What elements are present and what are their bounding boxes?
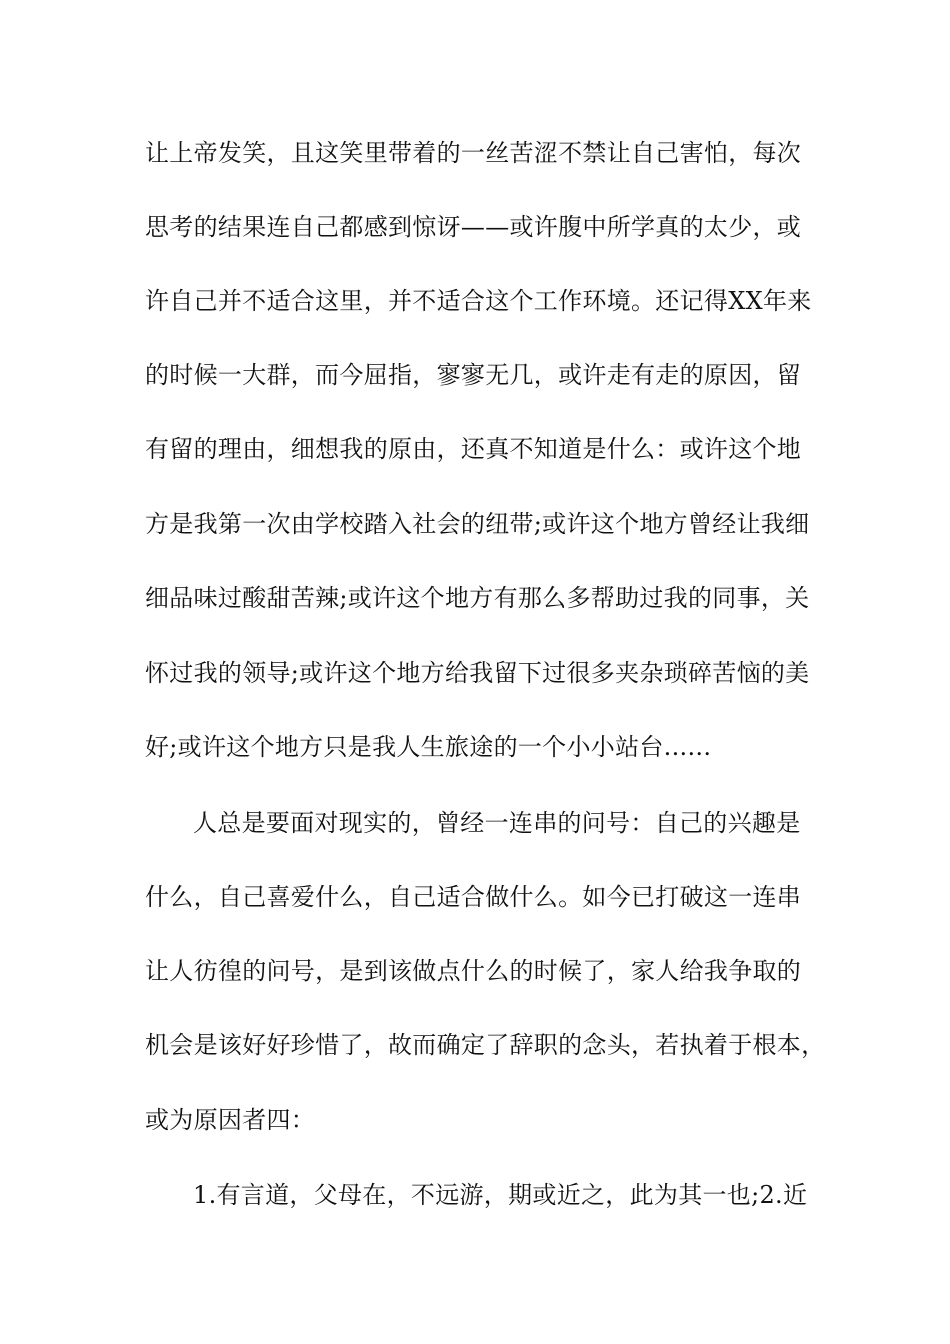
paragraph-line-5: 有留的理由，细想我的原由，还真不知道是什么：或许这个地 xyxy=(145,435,802,463)
paragraph-line-11: 什么，自己喜爱什么，自己适合做什么。如今已打破这一连串 xyxy=(145,883,802,911)
paragraph-line-15: 1.有言道，父母在，不远游，期或近之，此为其一也;2.近 xyxy=(193,1181,808,1209)
paragraph-line-9: 好;或许这个地方只是我人生旅途的一个小小站台...... xyxy=(145,733,712,761)
paragraph-line-13: 机会是该好好珍惜了，故而确定了辞职的念头，若执着于根本， xyxy=(145,1031,826,1059)
paragraph-line-1: 让上帝发笑，且这笑里带着的一丝苦涩不禁让自己害怕，每次 xyxy=(145,139,802,167)
paragraph-line-6: 方是我第一次由学校踏入社会的纽带;或许这个地方曾经让我细 xyxy=(145,510,810,538)
paragraph-line-8: 怀过我的领导;或许这个地方给我留下过很多夹杂琐碎苦恼的美 xyxy=(145,659,810,687)
paragraph-line-4: 的时候一大群，而今屈指，寥寥无几，或许走有走的原因，留 xyxy=(145,361,802,389)
paragraph-line-12: 让人彷徨的问号，是到该做点什么的时候了，家人给我争取的 xyxy=(145,957,802,985)
paragraph-line-14: 或为原因者四： xyxy=(145,1106,316,1134)
paragraph-line-2: 思考的结果连自己都感到惊讶——或许腹中所学真的太少，或 xyxy=(145,213,802,241)
paragraph-line-7: 细品味过酸甜苦辣;或许这个地方有那么多帮助过我的同事，关 xyxy=(145,584,810,612)
paragraph-line-3: 许自己并不适合这里，并不适合这个工作环境。还记得XX年来 xyxy=(145,287,812,315)
paragraph-line-10: 人总是要面对现实的，曾经一连串的问号：自己的兴趣是 xyxy=(193,809,801,837)
